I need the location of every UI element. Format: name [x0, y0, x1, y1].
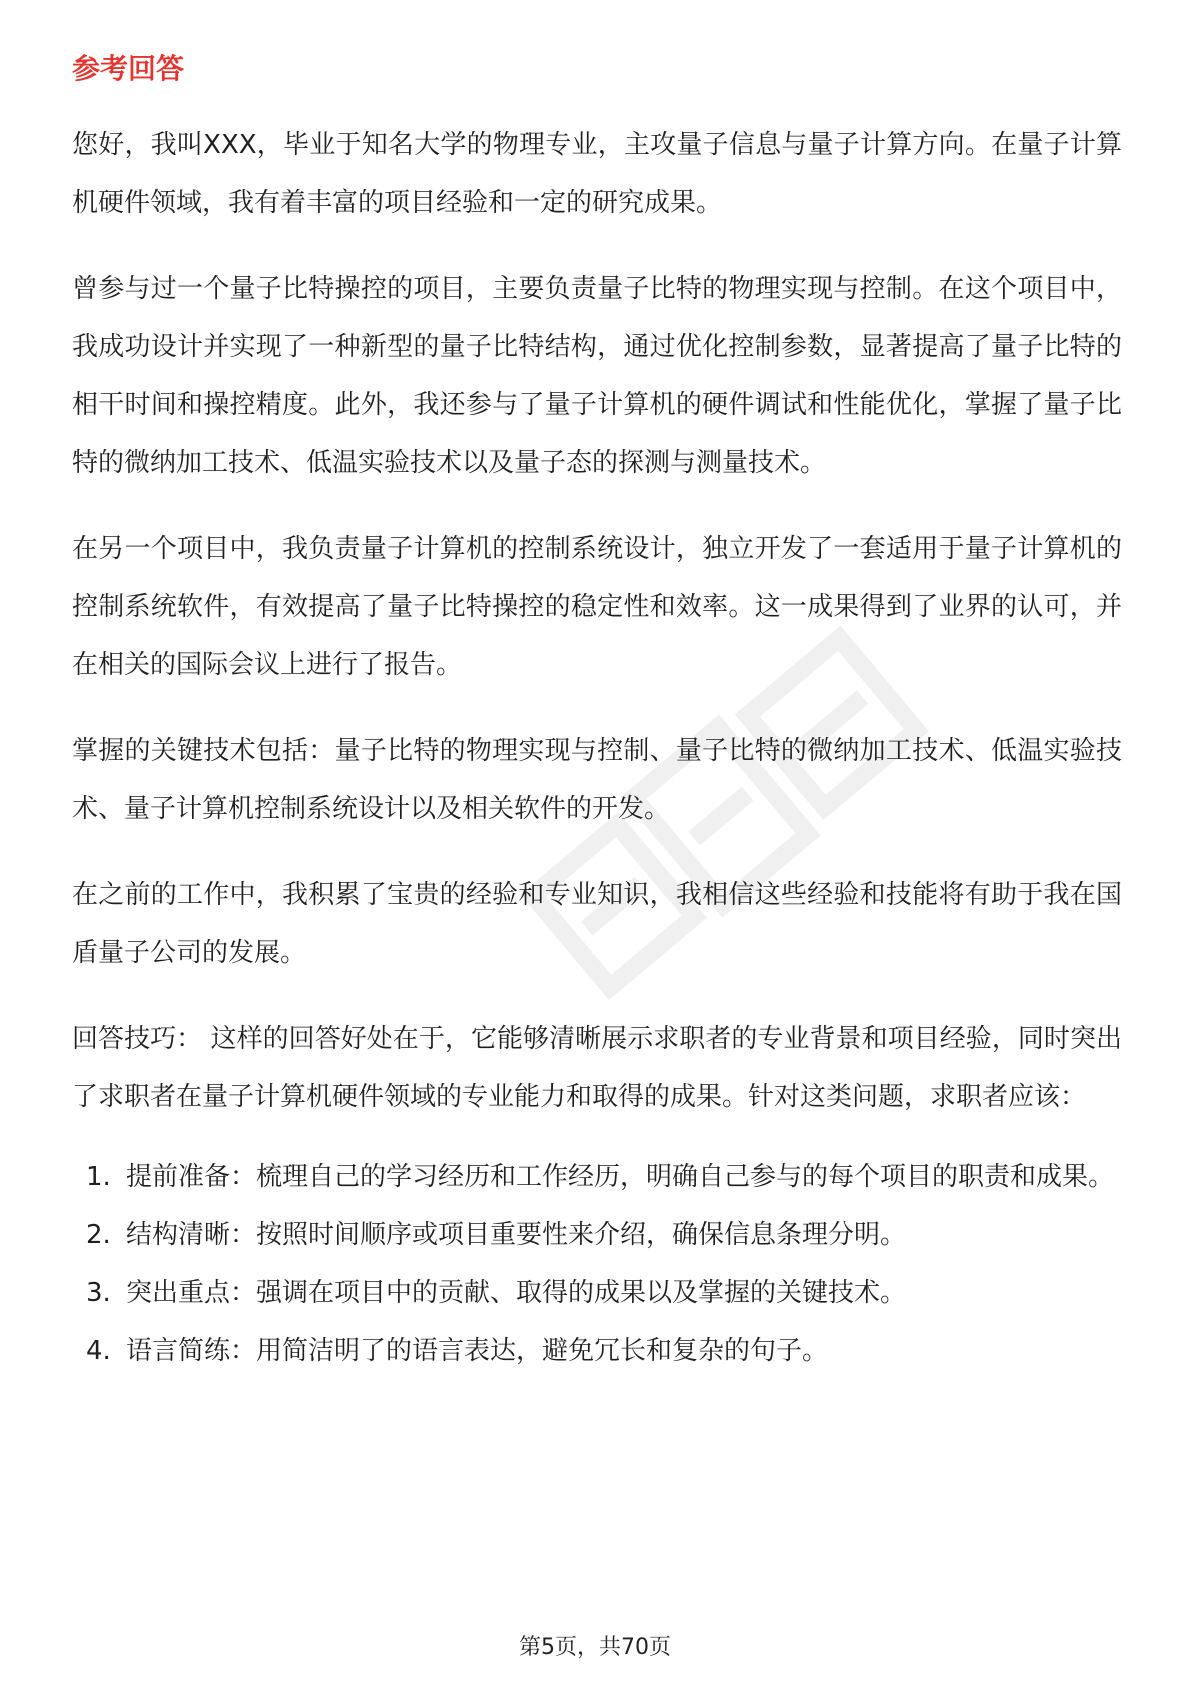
section-heading: 参考回答: [72, 52, 185, 85]
tips-list: [72, 1148, 1122, 1380]
paragraph-project-one: 曾参与过一个量子比特操控的项目，主要负责量子比特的物理实现与控制。在这个项目中，我成功设计并实现了一种新型的量子比特结构，通过优化控制参数，显著提高了量子比特的相干时间和操控精度。此外，我还参与了量子计算机的硬件调试和性能优化，掌握了量子比特的微纳加工技术、低温实验技术以及量子态的探测与测量技术。: [72, 274, 1122, 478]
paragraph-key-skills: 掌握的关键技术包括：量子比特的物理实现与控制、量子比特的微纳加工技术、低温实验技术、量子计算机控制系统设计以及相关软件的开发。: [72, 736, 1122, 824]
list-item-number: 2.: [86, 1220, 111, 1250]
list-item-text: 语言简练：用简洁明了的语言表达，避免冗长和复杂的句子。: [126, 1336, 829, 1366]
list-item-text: 突出重点：强调在项目中的贡献、取得的成果以及掌握的关键技术。: [126, 1278, 907, 1308]
paragraph-intro: 您好，我叫XXX，毕业于知名大学的物理专业，主攻量子信息与量子计算方向。在量子计算机硬件领域，我有着丰富的项目经验和一定的研究成果。: [72, 130, 1122, 218]
tips-intro: 回答技巧： 这样的回答好处在于，它能够清晰展示求职者的专业背景和项目经验，同时突出了求职者在量子计算机硬件领域的专业能力和取得的成果。针对这类问题，求职者应该：: [72, 1024, 1122, 1112]
page-footer: 第5页，共70页: [519, 1635, 671, 1660]
list-item: [72, 1264, 1122, 1322]
list-item: [72, 1148, 1122, 1206]
list-item-number: 1.: [86, 1162, 111, 1192]
list-item-number: 3.: [86, 1278, 111, 1308]
list-item: [72, 1322, 1122, 1380]
list-item-text: 结构清晰：按照时间顺序或项目重要性来介绍，确保信息条理分明。: [126, 1220, 907, 1250]
list-item: [72, 1206, 1122, 1264]
paragraph-closing: 在之前的工作中，我积累了宝贵的经验和专业知识，我相信这些经验和技能将有助于我在国盾量子公司的发展。: [72, 880, 1122, 968]
list-item-text: 提前准备：梳理自己的学习经历和工作经历，明确自己参与的每个项目的职责和成果。: [126, 1162, 1115, 1192]
main-content: [72, 48, 1122, 1380]
paragraph-project-two: 在另一个项目中，我负责量子计算机的控制系统设计，独立开发了一套适用于量子计算机的控制系统软件，有效提高了量子比特操控的稳定性和效率。这一成果得到了业界的认可，并在相关的国际会议上进行了报告。: [72, 534, 1122, 680]
list-item-number: 4.: [86, 1336, 111, 1366]
